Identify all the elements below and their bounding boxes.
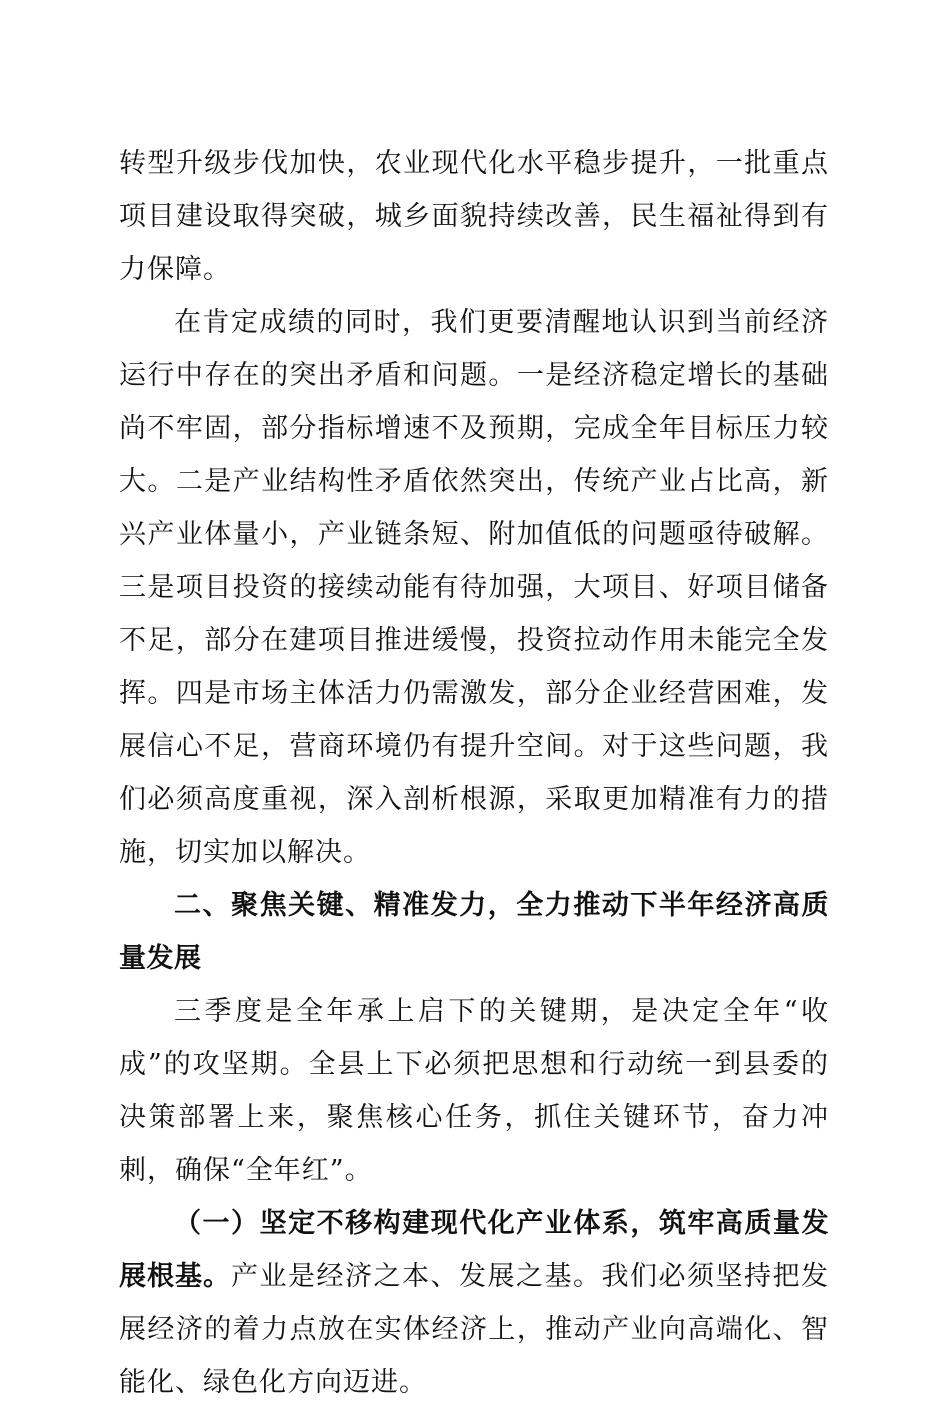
paragraph-problems: 在肯定成绩的同时，我们更要清醒地认识到当前经济运行中存在的突出矛盾和问题。一是经济稳定增长的基础尚不牢固，部分指标增速不及预期，完成全年目标压力较大。二是产业结构性矛盾依然突出，传统产业占比高，新兴产业体量小，产业链条短、附加值低的问题亟待破解。三是项目投资的接续动能有待加强，大项目、好项目储备不足，部分在建项目推进缓慢，投资拉动作用未能完全发挥。四是市场主体活力仍需激发，部分企业经营困难，发展信心不足，营商环境仍有提升空间。对于这些问题，我们必须高度重视，深入剖析根源，采取更加精准有力的措施，切实加以解决。 bbox=[119, 307, 829, 868]
document-body bbox=[119, 137, 829, 1409]
subsection-body-one: 产业是经济之本、发展之基。我们必须坚持把发展经济的着力点放在实体经济上，推动产业向高端化、智能化、绿色化方向迈进。 bbox=[119, 1261, 829, 1398]
paragraph-continuation: 转型升级步伐加快，农业现代化水平稳步提升，一批重点项目建设取得突破，城乡面貌持续改善，民生福祉得到有力保障。 bbox=[119, 148, 829, 285]
subsection-heading-one: （一）坚定不移构建现代化产业体系，筑牢高质量发展根基。 bbox=[119, 1208, 829, 1292]
paragraph-third-quarter: 三季度是全年承上启下的关键期，是决定全年“收成”的攻坚期。全县上下必须把思想和行动统一到县委的决策部署上来，聚焦核心任务，抓住关键环节，奋力冲刺，确保“全年红”。 bbox=[119, 996, 829, 1186]
section-heading-two: 二、聚焦关键、精准发力，全力推动下半年经济高质量发展 bbox=[119, 890, 829, 974]
paragraph-industry-system bbox=[119, 1197, 829, 1409]
